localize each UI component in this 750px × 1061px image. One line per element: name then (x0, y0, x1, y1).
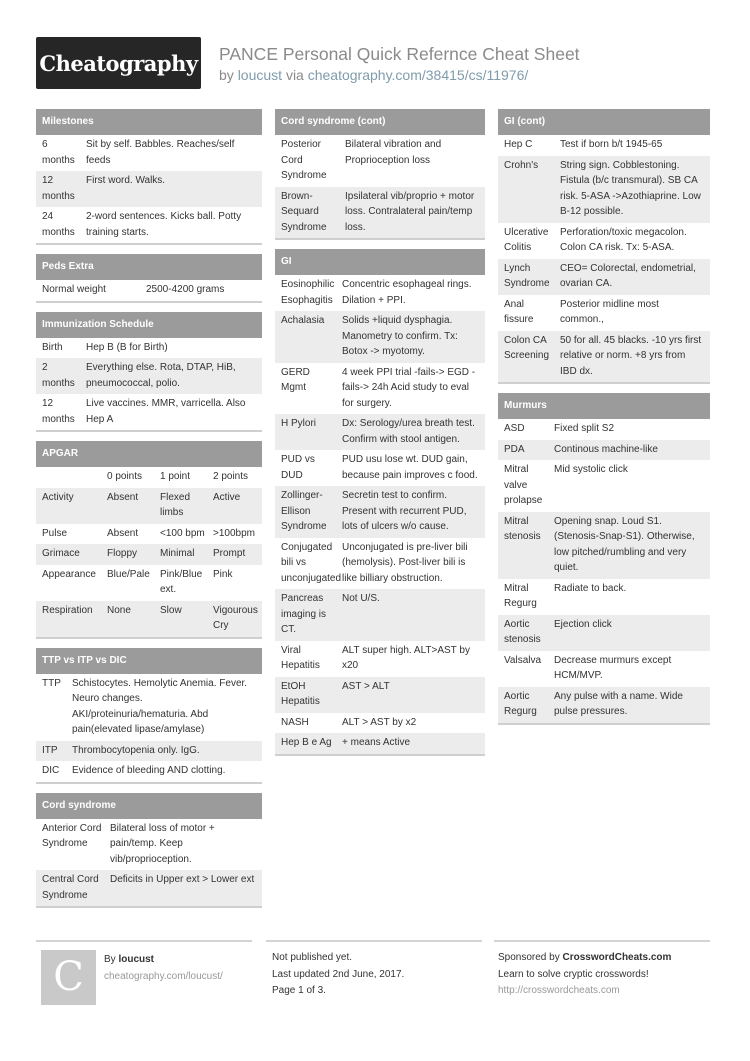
table-row (498, 440, 710, 461)
section-immunization-schedule (36, 312, 262, 433)
term-cell: Birth (42, 341, 63, 353)
table-row (498, 331, 710, 383)
term-cell: Ulcerative Colitis (504, 226, 549, 253)
term-cell: Viral Hepatitis (281, 644, 320, 671)
value-cell: Schistocytes. Hemolytic Anemia. Fever. Neuro changes. AKI/proteinuria/hematuria. Abd pain(elevated lipase/amylase) (72, 677, 248, 735)
footer-status (266, 940, 482, 1020)
column-3 (498, 109, 710, 734)
term-cell: DIC (42, 765, 60, 776)
term-cell: PUD vs DUD (281, 454, 315, 481)
value-cell: Concentric esophageal rings. Dilation + PPI. (342, 279, 472, 306)
page-title: PANCE Personal Quick Refernce Cheat Sheet (219, 44, 580, 64)
table-row (36, 171, 262, 207)
section-header: TTP vs ITP vs DIC (36, 648, 262, 674)
footer-author-name[interactable]: loucust (118, 954, 155, 965)
term-cell: EtOH Hepatitis (281, 680, 320, 707)
term-cell: GERD Mgmt (281, 366, 310, 393)
byline-via: via (285, 67, 304, 83)
term-cell: Brown-Sequard Syndrome (281, 190, 327, 233)
table-row (498, 512, 710, 579)
table-row (498, 651, 710, 687)
value-cell: Sit by self. Babbles. Reaches/self feeds (86, 139, 235, 166)
term-cell: 12 months (42, 175, 75, 202)
table-row (36, 135, 262, 171)
section-header: Milestones (36, 109, 262, 135)
table-row (36, 819, 262, 871)
value-cell: Pink/Blue ext. (160, 568, 203, 595)
value-cell: Not U/S. (342, 593, 380, 604)
sponsor-name[interactable]: CrosswordCheats.com (562, 952, 672, 963)
table-row (36, 565, 262, 601)
section-header: Peds Extra (36, 254, 262, 280)
term-cell: Pulse (42, 527, 68, 539)
value-cell: Pink (213, 568, 233, 580)
author-link[interactable]: loucust (237, 67, 283, 83)
value-cell: Continous machine-like (554, 443, 658, 455)
term-cell: Hep B e Ag (281, 737, 332, 748)
section-peds-extra (36, 254, 262, 303)
value-cell: PUD usu lose wt. DUD gain, because pain improves c food. (342, 454, 478, 481)
term-cell: Conjugated bili vs unconjugated (281, 541, 342, 584)
term-cell: Crohn's (504, 159, 539, 171)
value-cell: 0 points (107, 471, 143, 482)
section-header: Cord syndrome (cont) (275, 109, 485, 135)
table-row (275, 187, 485, 239)
table-row (498, 135, 710, 156)
value-cell: Radiate to back. (554, 582, 627, 594)
value-cell: Ejection click (554, 618, 612, 630)
value-cell: Active (213, 491, 241, 503)
term-cell: Activity (42, 491, 74, 503)
term-cell: Mitral valve prolapse (504, 464, 543, 506)
term-cell: 6 months (42, 139, 75, 166)
value-cell: None (107, 604, 131, 616)
table-row (498, 223, 710, 259)
cheatography-logo[interactable]: Cheatography (36, 37, 201, 89)
author-avatar[interactable]: C (41, 950, 96, 1005)
value-cell: Blue/Pale (107, 568, 150, 580)
value-cell: 2-word sentences. Kicks ball. Potty training starts. (86, 211, 242, 238)
table-row (275, 589, 485, 641)
value-cell: AST > ALT (342, 680, 390, 692)
term-cell: Lynch Syndrome (504, 262, 550, 289)
column-1 (36, 109, 262, 917)
term-cell (36, 469, 101, 485)
byline-by: by (219, 67, 234, 83)
term-cell: Achalasia (281, 315, 325, 326)
value-cell: Unconjugated is pre-liver bili (hemolysis). Post-liver bili is like billiary obstruction. (342, 541, 468, 584)
value-cell: + means Active (342, 737, 411, 748)
table-row (275, 486, 485, 538)
value-cell: Decrease murmurs except HCM/MVP. (554, 654, 672, 681)
section-ttp-vs-itp-vs-dic (36, 648, 262, 784)
section-header: APGAR (36, 441, 262, 467)
table-row (498, 295, 710, 331)
column-2 (275, 109, 485, 765)
term-cell: Colon CA Screening (504, 334, 550, 361)
page-number: Page 1 of 3. (272, 985, 326, 996)
table-row (36, 280, 262, 301)
value-cell: First word. Walks. (86, 175, 166, 186)
value-cell: >100bpm (213, 527, 255, 539)
table-row (275, 275, 485, 311)
table-row (275, 414, 485, 450)
term-cell: Appearance (42, 568, 96, 580)
last-updated: Last updated 2nd June, 2017. (272, 968, 405, 980)
section-header: Immunization Schedule (36, 312, 262, 338)
value-cell: Hep B (B for Birth) (86, 341, 168, 353)
section-murmurs (498, 393, 710, 725)
table-row (498, 615, 710, 651)
section-header: Murmurs (498, 393, 710, 419)
term-cell: 12 months (42, 398, 75, 425)
value-cell: Flexed limbs (160, 491, 191, 518)
value-cell: 50 for all. 45 blacks. -10 yrs first relative or norm. +8 yrs from IBD dx. (560, 334, 702, 377)
section-gi-cont (498, 109, 710, 384)
sheet-url-link[interactable]: cheatography.com/38415/cs/11976/ (307, 67, 529, 83)
value-cell: Test if born b/t 1945-65 (560, 139, 663, 150)
term-cell: NASH (281, 716, 309, 728)
term-cell: Pancreas imaging is CT. (281, 593, 327, 635)
term-cell: ASD (504, 423, 525, 434)
footer-sponsor (494, 940, 710, 1020)
term-cell: Aortic Regurg (504, 690, 537, 717)
section-cord-syndrome-cont (275, 109, 485, 240)
value-cell: 2500-4200 grams (146, 284, 225, 295)
sponsored-by: Sponsored by (498, 952, 560, 963)
table-row (275, 641, 485, 677)
footer-author-url[interactable]: cheatography.com/loucust/ (104, 970, 223, 982)
table-row (275, 677, 485, 713)
term-cell: Normal weight (42, 284, 106, 295)
term-cell: ITP (42, 744, 58, 756)
table-row (36, 207, 262, 243)
term-cell: H Pylori (281, 418, 317, 429)
table-row (275, 733, 485, 754)
table-row (36, 601, 262, 637)
value-cell: Dx: Serology/urea breath test. Confirm with stool antigen. (342, 418, 475, 445)
value-cell: Absent (107, 527, 139, 539)
term-cell: Central Cord Syndrome (42, 874, 99, 901)
table-row (275, 135, 485, 187)
term-cell: Respiration (42, 604, 93, 616)
value-cell: Thrombocytopenia only. IgG. (72, 744, 200, 756)
sponsor-tagline: Learn to solve cryptic crosswords! (498, 968, 649, 980)
table-row (275, 538, 485, 590)
value-cell: Bilateral vibration and Proprioception loss (345, 139, 442, 166)
table-row (498, 259, 710, 295)
value-cell: Minimal (160, 548, 195, 559)
table-row (275, 311, 485, 363)
value-cell: Fixed split S2 (554, 423, 615, 434)
term-cell: Eosinophilic Esophagitis (281, 279, 335, 306)
value-cell: Floppy (107, 548, 138, 559)
value-cell: String sign. Cobblestoning. Fistula (b/c transmural). SB CA risk. 5-ASA ->Azothiaprine. Low B-12 possible. (560, 159, 701, 217)
table-row (36, 544, 262, 565)
value-cell: Any pulse with a name. Wide pulse pressures. (554, 690, 683, 717)
sponsor-url[interactable]: http://crosswordcheats.com (498, 985, 620, 996)
term-cell: Grimace (42, 548, 80, 559)
table-row (36, 524, 262, 545)
table-row (275, 450, 485, 486)
section-header: GI (cont) (498, 109, 710, 135)
table-row (275, 713, 485, 734)
value-cell: Solids +liquid dysphagia. Manometry to confirm. Tx: Botox -> myotomy. (342, 315, 458, 357)
term-cell: Mitral Regurg (504, 582, 537, 609)
value-cell: Deficits in Upper ext > Lower ext (110, 874, 255, 885)
value-cell: <100 bpm (160, 527, 205, 539)
value-cell: 4 week PPI trial -fails-> EGD -fails-> 24h Acid study to eval for surgery. (342, 366, 476, 409)
value-cell: Vigourous Cry (213, 604, 258, 631)
table-row (36, 761, 262, 782)
value-cell: Opening snap. Loud S1. (Stenosis-Snap-S1). Otherwise, low pitched/rumbling and very quiet. (554, 515, 695, 573)
value-cell: Posterior midline most common., (560, 298, 659, 325)
term-cell: PDA (504, 443, 525, 455)
term-cell: Valsalva (504, 654, 542, 666)
table-row (498, 579, 710, 615)
table-row (36, 674, 262, 741)
table-row (36, 741, 262, 762)
table-row (498, 687, 710, 723)
table-row (36, 338, 262, 359)
value-cell: Ipsilateral vib/proprio + motor loss. Contralateral pain/temp loss. (345, 190, 475, 233)
section-header: GI (275, 249, 485, 275)
value-cell: ALT > AST by x2 (342, 716, 417, 728)
term-cell: Mitral stenosis (504, 515, 541, 542)
value-cell: Absent (107, 491, 139, 503)
byline (219, 67, 528, 83)
table-row (498, 419, 710, 440)
table-row (275, 363, 485, 415)
term-cell: Zollinger-Ellison Syndrome (281, 490, 327, 532)
footer (36, 940, 710, 1020)
table-row (36, 488, 262, 524)
value-cell: Evidence of bleeding AND clotting. (72, 765, 226, 776)
section-header: Cord syndrome (36, 793, 262, 819)
value-cell: Live vaccines. MMR, varricella. Also Hep A (86, 398, 246, 425)
section-milestones (36, 109, 262, 245)
value-cell: Secretin test to confirm. Present with recurrent PUD, lots of ulcers w/o cause. (342, 490, 467, 532)
footer-by: By (104, 954, 116, 965)
value-cell: Prompt (213, 548, 246, 559)
table-row (498, 156, 710, 223)
term-cell: 24 months (42, 211, 75, 238)
value-cell: Slow (160, 604, 182, 616)
table-row (36, 394, 262, 430)
table-row (498, 460, 710, 512)
value-cell: CEO= Colorectal, endometrial, ovarian CA. (560, 262, 696, 289)
publish-status: Not published yet. (272, 952, 353, 963)
table-row (36, 358, 262, 394)
value-cell: Everything else. Rota, DTAP, HiB, pneumococcal, polio. (86, 362, 236, 389)
table-row (36, 870, 262, 906)
term-cell: Posterior Cord Syndrome (281, 139, 327, 181)
section-gi (275, 249, 485, 756)
value-cell: ALT super high. ALT>AST by x20 (342, 644, 470, 671)
value-cell: Bilateral loss of motor + pain/temp. Keep vib/proprioception. (110, 822, 215, 865)
table-row (36, 467, 262, 488)
section-cord-syndrome (36, 793, 262, 909)
term-cell: Aortic stenosis (504, 618, 541, 645)
term-cell: TTP (42, 677, 61, 689)
value-cell: 2 points (213, 471, 249, 482)
term-cell: Hep C (504, 139, 533, 150)
value-cell: 1 point (160, 471, 191, 482)
value-cell: Mid systolic click (554, 464, 628, 475)
value-cell: Perforation/toxic megacolon. Colon CA risk. Tx: 5-ASA. (560, 226, 687, 253)
term-cell: Anal fissure (504, 298, 534, 325)
term-cell: 2 months (42, 362, 75, 389)
footer-author (36, 940, 252, 1020)
term-cell: Anterior Cord Syndrome (42, 822, 102, 849)
section-apgar (36, 441, 262, 639)
